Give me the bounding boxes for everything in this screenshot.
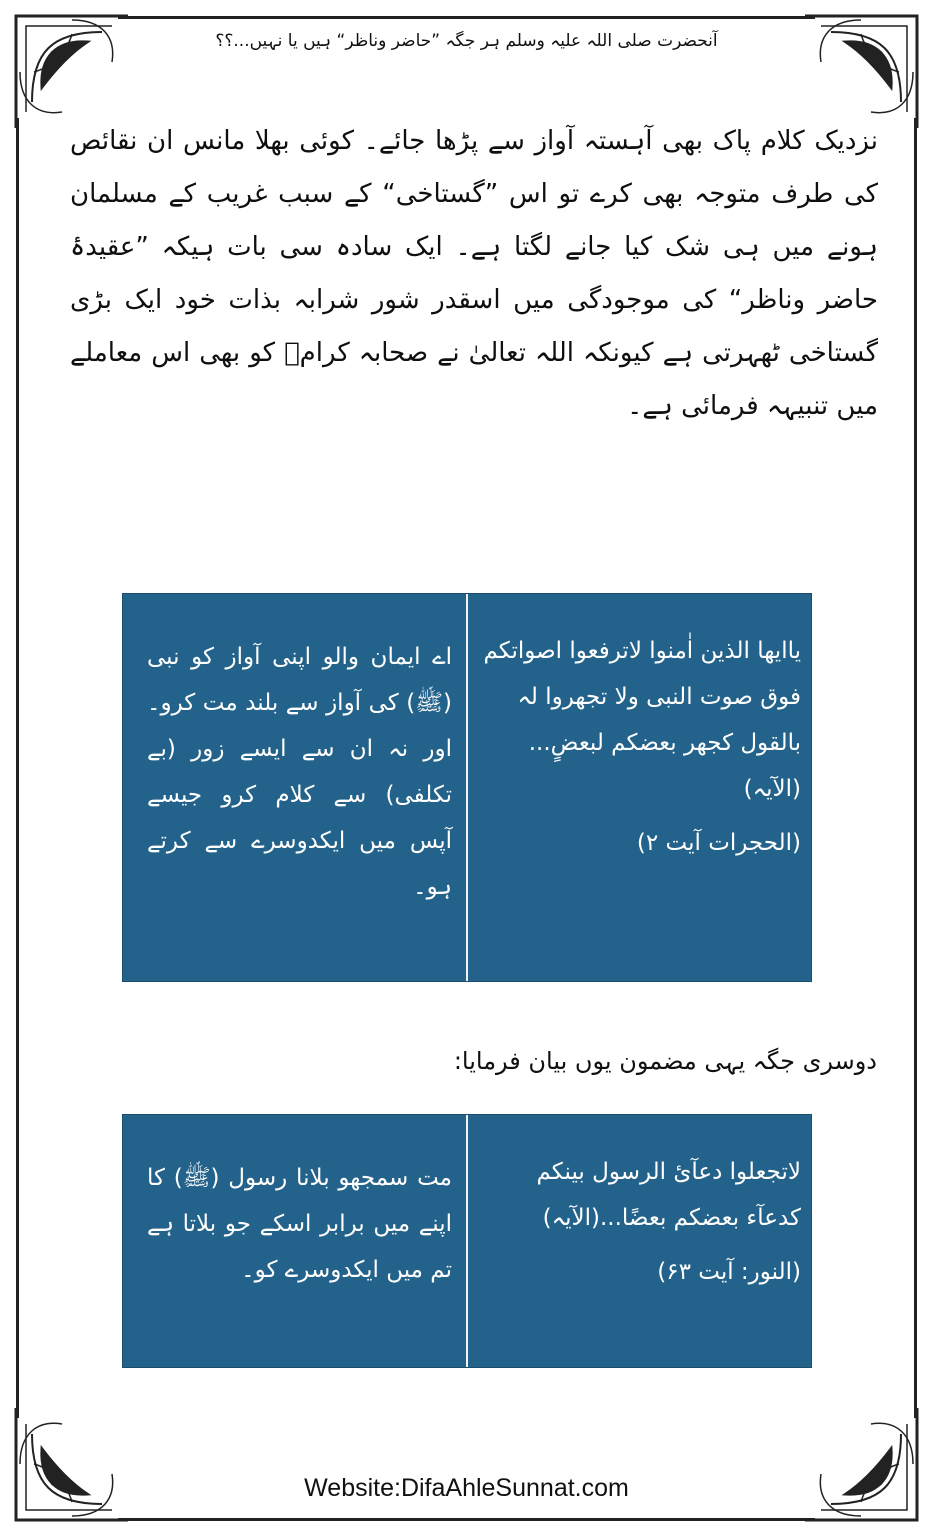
frame-left-line — [16, 118, 19, 1418]
urdu-translation-text: مت سمجھو بلانا رسول (ﷺ) کا اپنے میں برابر اسکے جو بلاتا ہے تم میں ایکدوسرے کو۔ — [147, 1165, 452, 1283]
frame-bottom-line — [118, 1518, 815, 1521]
arabic-verse-text: لاتجعلوا دعآئ الرسول بینکم کدعآء بعضکم بعضًا...(الآیہ) — [536, 1159, 801, 1231]
corner-ornament-bottom-left — [12, 1404, 132, 1524]
corner-ornament-bottom-right — [801, 1404, 921, 1524]
quote-box-hujurat — [122, 593, 812, 982]
arabic-verse-cell — [468, 1115, 811, 1367]
quote-box-noor — [122, 1114, 812, 1368]
frame-top-line — [118, 16, 815, 19]
page-header-title: آنحضرت صلی اللہ علیہ وسلم ہر جگہ ”حاضر وناظر“ ہیں یا نہیں...؟؟ — [215, 31, 718, 51]
verse-reference: (الحجرات آیت ۲) — [636, 830, 801, 856]
body-paragraph: نزدیک کلام پاک بھی آہستہ آواز سے پڑھا جائے۔ کوئی بھلا مانس ان نقائص کی طرف متوجہ بھی کرے تو اس ”گستاخی“ کے سبب غریب کے مسلمان ہونے میں ہی شک کیا جانے لگتا ہے۔ ایک سادہ سی بات ہیکہ ”عقیدۂ حاضر وناظر“ کی موجودگی میں اسقدر شور شرابہ بذات خود ایک بڑی گستاخی ٹھہرتی ہے کیونکہ اللہ تعالیٰ نے صحابہ کرامؓ کو بھی اس معاملے میں تنبیہہ فرمائی ہے۔ — [70, 126, 878, 421]
section-subheading: دوسری جگہ یہی مضمون یوں بیان فرمایا: — [453, 1047, 877, 1075]
arabic-verse-text: یاایھا الذین اٰمنوا لاترفعوا اصواتکم فوق صوت النبی ولا تجھروا لہ بالقول کجھر بعضکم لبعضٍ...(الآیہ) — [483, 638, 801, 802]
frame-right-line — [914, 118, 917, 1418]
urdu-translation-cell — [123, 1115, 466, 1367]
urdu-translation-cell — [123, 594, 466, 981]
website-link[interactable]: Website:DifaAhleSunnat.com — [304, 1474, 629, 1502]
urdu-translation-text: اے ایمان والو اپنی آواز کو نبی (ﷺ) کی آواز سے بلند مت کرو۔ اور نہ ان سے ایسے زور (بے تکلفی) سے کلام کرو جیسے آپس میں ایکدوسرے سے کرتے ہو۔ — [147, 644, 452, 900]
verse-reference: (النور: آیت ۶۳) — [657, 1259, 801, 1285]
arabic-verse-cell — [468, 594, 811, 981]
